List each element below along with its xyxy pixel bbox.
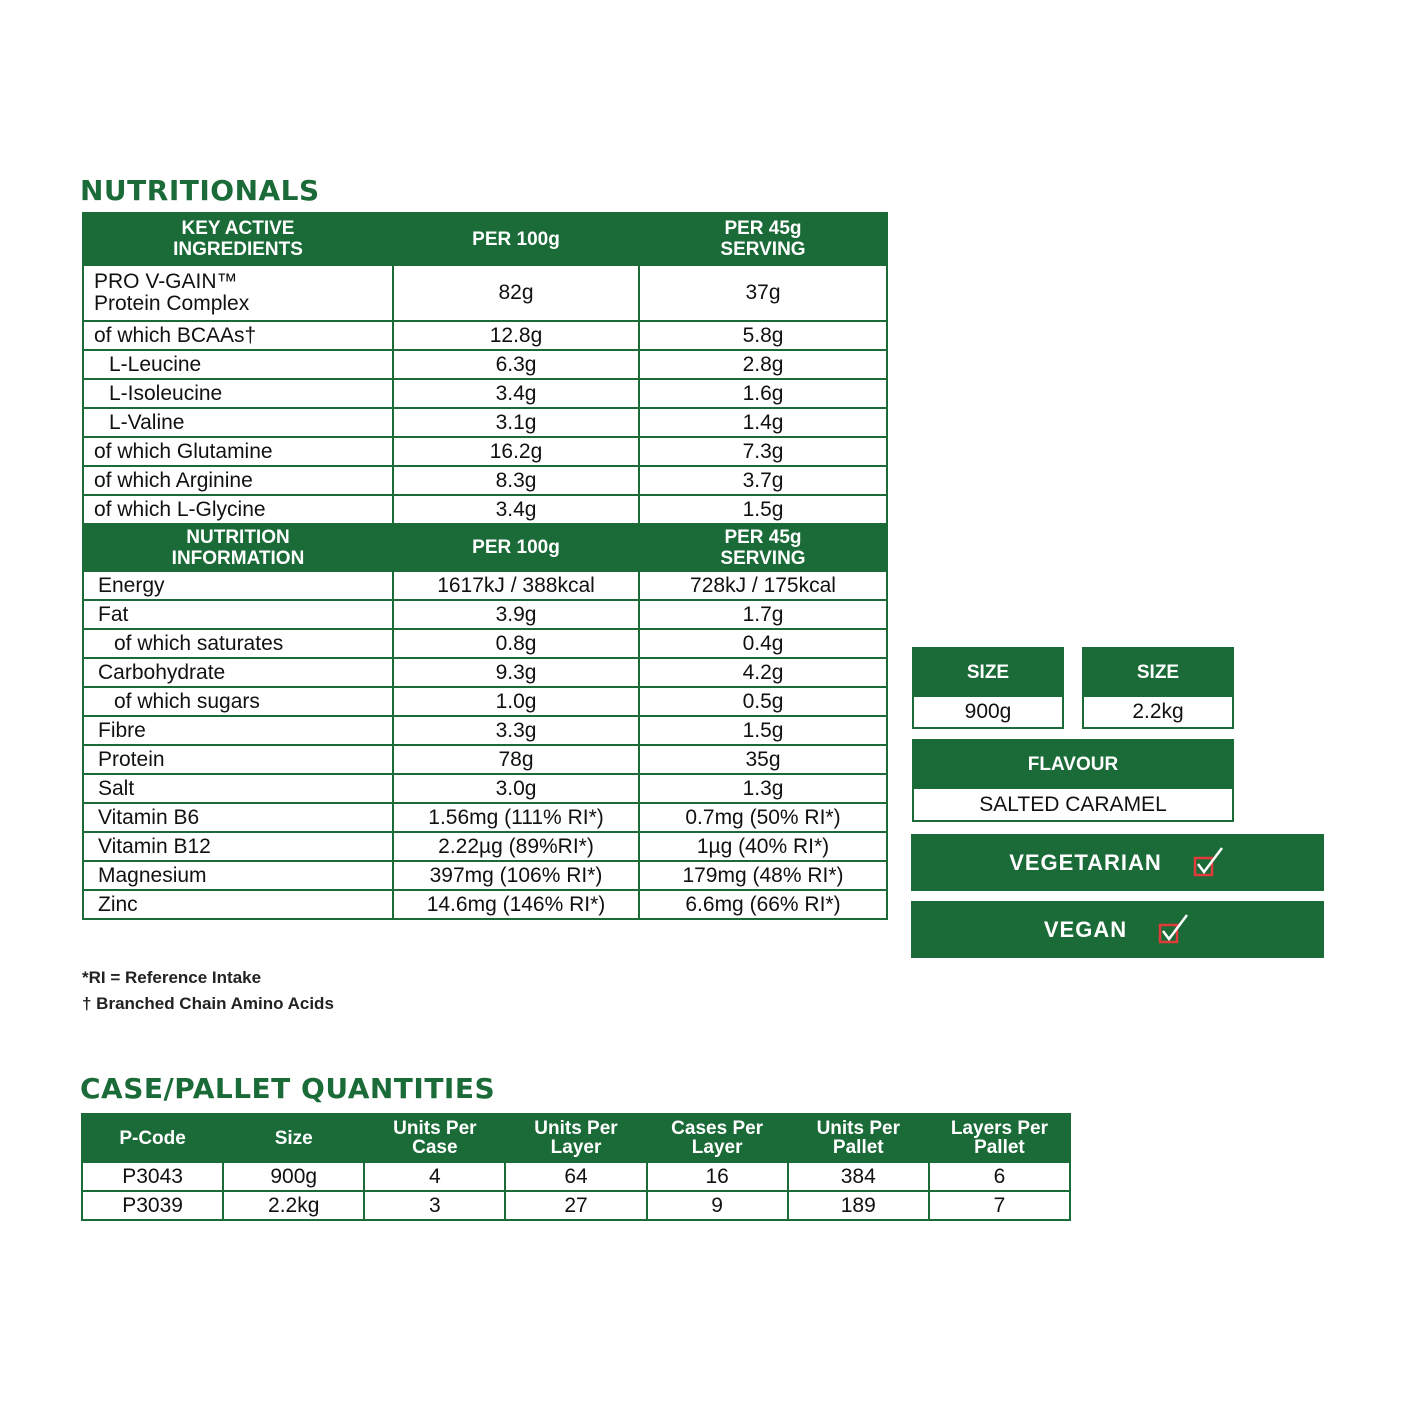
case-cell: 2.2kg: [223, 1191, 364, 1220]
size-box-2-2kg: [1082, 647, 1234, 729]
per-100g-value: 397mg (106% RI*): [393, 861, 639, 890]
footnote-bcaa: † Branched Chain Amino Acids: [82, 994, 334, 1013]
vegetarian-badge: [911, 834, 1324, 891]
nutritionals-title: NUTRITIONALS: [80, 174, 320, 207]
nutrition-info-col-header: NUTRITION INFORMATION: [83, 524, 393, 571]
case-cell: 384: [788, 1162, 929, 1191]
per-100g-col-header: PER 100g: [393, 524, 639, 571]
table-row: [82, 1162, 1070, 1191]
per-45g-value: 5.8g: [639, 321, 887, 350]
table-row: [83, 629, 887, 658]
table-row: [83, 350, 887, 379]
flavour-box: [912, 739, 1234, 822]
size-value: 900g: [914, 697, 1062, 727]
case-col-header: Units Per Layer: [505, 1114, 646, 1162]
nutrient-label: Magnesium: [83, 861, 393, 890]
vegan-badge: [911, 901, 1324, 958]
per-45g-value: 1.5g: [639, 716, 887, 745]
per-45g-value: 0.4g: [639, 629, 887, 658]
per-45g-value: 1.4g: [639, 408, 887, 437]
case-cell: 27: [505, 1191, 646, 1220]
size-box-900g: [912, 647, 1064, 729]
ingredient-label: L-Valine: [83, 408, 393, 437]
table-row: [83, 321, 887, 350]
case-cell: 3: [364, 1191, 505, 1220]
nutrient-label: Carbohydrate: [83, 658, 393, 687]
table-row: [83, 571, 887, 600]
per-45g-value: 728kJ / 175kcal: [639, 571, 887, 600]
table-row: [83, 495, 887, 524]
nutrient-label: Energy: [83, 571, 393, 600]
per-100g-value: 3.9g: [393, 600, 639, 629]
table-row: [83, 687, 887, 716]
vegetarian-label: VEGETARIAN: [1009, 849, 1162, 875]
nutrient-label: Protein: [83, 745, 393, 774]
ingredient-label: L-Leucine: [83, 350, 393, 379]
nutrient-label: Vitamin B6: [83, 803, 393, 832]
flavour-value: SALTED CARAMEL: [914, 789, 1232, 820]
per-45g-value: 0.7mg (50% RI*): [639, 803, 887, 832]
per-100g-value: 6.3g: [393, 350, 639, 379]
ingredient-label: of which Arginine: [83, 466, 393, 495]
per-100g-value: 3.4g: [393, 379, 639, 408]
nutrient-label: Zinc: [83, 890, 393, 919]
vegan-label: VEGAN: [1043, 916, 1128, 942]
per-45g-value: 4.2g: [639, 658, 887, 687]
per-100g-value: 1617kJ / 388kcal: [393, 571, 639, 600]
case-col-header: Layers Per Pallet: [929, 1114, 1070, 1162]
case-cell: P3043: [82, 1162, 223, 1191]
size-header: SIZE: [914, 649, 1062, 697]
table-row: [83, 379, 887, 408]
flavour-header: FLAVOUR: [914, 741, 1232, 789]
key-actives-col-header: KEY ACTIVE INGREDIENTS: [83, 213, 393, 265]
per-100g-value: 78g: [393, 745, 639, 774]
case-cell: 16: [647, 1162, 788, 1191]
per-45g-col-header: PER 45g SERVING: [639, 524, 887, 571]
table-row: [83, 658, 887, 687]
per-100g-value: 3.4g: [393, 495, 639, 524]
case-pallet-table: [81, 1113, 1071, 1221]
per-45g-value: 1.7g: [639, 600, 887, 629]
case-col-header: Units Per Case: [364, 1114, 505, 1162]
per-100g-value: 0.8g: [393, 629, 639, 658]
ingredient-label-line: Protein Complex: [94, 292, 250, 315]
table-row: [83, 803, 887, 832]
per-45g-value: 1µg (40% RI*): [639, 832, 887, 861]
table-row: [83, 861, 887, 890]
nutrient-label: Fibre: [83, 716, 393, 745]
table-row: [83, 466, 887, 495]
table-row: [83, 437, 887, 466]
ingredient-label: [83, 265, 393, 321]
nutrition-table: [82, 212, 888, 920]
case-pallet-title: CASE/PALLET QUANTITIES: [80, 1072, 496, 1105]
per-100g-value: 2.22µg (89%RI*): [393, 832, 639, 861]
per-45g-value: 37g: [639, 265, 887, 321]
case-cell: P3039: [82, 1191, 223, 1220]
key-actives-header-row: [83, 213, 887, 265]
table-row: [83, 600, 887, 629]
per-100g-value: 8.3g: [393, 466, 639, 495]
per-45g-value: 0.5g: [639, 687, 887, 716]
per-45g-value: 7.3g: [639, 437, 887, 466]
nutrient-label: Salt: [83, 774, 393, 803]
per-45g-value: 179mg (48% RI*): [639, 861, 887, 890]
per-100g-value: 3.0g: [393, 774, 639, 803]
size-header: SIZE: [1084, 649, 1232, 697]
table-row: [83, 745, 887, 774]
table-row: [83, 774, 887, 803]
case-cell: 7: [929, 1191, 1070, 1220]
per-100g-value: 1.0g: [393, 687, 639, 716]
nutrient-label: of which saturates: [83, 629, 393, 658]
per-100g-value: 82g: [393, 265, 639, 321]
case-cell: 6: [929, 1162, 1070, 1191]
table-row: [83, 832, 887, 861]
per-100g-value: 3.1g: [393, 408, 639, 437]
nutrition-info-header-row: [83, 524, 887, 571]
nutrient-label: of which sugars: [83, 687, 393, 716]
ingredient-label: of which BCAAs†: [83, 321, 393, 350]
case-cell: 4: [364, 1162, 505, 1191]
case-cell: 189: [788, 1191, 929, 1220]
nutrient-label: Vitamin B12: [83, 832, 393, 861]
per-100g-value: 3.3g: [393, 716, 639, 745]
footnote-ri: *RI = Reference Intake: [82, 968, 262, 987]
per-100g-value: 12.8g: [393, 321, 639, 350]
per-45g-value: 2.8g: [639, 350, 887, 379]
table-row: [83, 408, 887, 437]
case-cell: 64: [505, 1162, 646, 1191]
case-col-header: Units Per Pallet: [788, 1114, 929, 1162]
per-45g-value: 35g: [639, 745, 887, 774]
case-cell: 900g: [223, 1162, 364, 1191]
per-45g-value: 1.6g: [639, 379, 887, 408]
case-col-header: Size: [223, 1114, 364, 1162]
ingredient-label: of which L-Glycine: [83, 495, 393, 524]
ingredient-label: of which Glutamine: [83, 437, 393, 466]
per-45g-value: 3.7g: [639, 466, 887, 495]
per-100g-value: 9.3g: [393, 658, 639, 687]
ingredient-label: L-Isoleucine: [83, 379, 393, 408]
table-row: [83, 716, 887, 745]
checkbox-checked-icon: [1157, 913, 1191, 947]
ingredient-label-line: PRO V-GAIN™: [94, 270, 238, 293]
table-row: [83, 265, 887, 321]
case-col-header: Cases Per Layer: [647, 1114, 788, 1162]
per-100g-col-header: PER 100g: [393, 213, 639, 265]
size-value: 2.2kg: [1084, 697, 1232, 727]
case-cell: 9: [647, 1191, 788, 1220]
per-100g-value: 1.56mg (111% RI*): [393, 803, 639, 832]
per-100g-value: 16.2g: [393, 437, 639, 466]
per-45g-value: 1.5g: [639, 495, 887, 524]
per-45g-col-header: PER 45g SERVING: [639, 213, 887, 265]
case-col-header: P-Code: [82, 1114, 223, 1162]
nutrient-label: Fat: [83, 600, 393, 629]
per-45g-value: 6.6mg (66% RI*): [639, 890, 887, 919]
per-100g-value: 14.6mg (146% RI*): [393, 890, 639, 919]
table-row: [83, 890, 887, 919]
table-row: [82, 1191, 1070, 1220]
checkbox-checked-icon: [1192, 846, 1226, 880]
per-45g-value: 1.3g: [639, 774, 887, 803]
